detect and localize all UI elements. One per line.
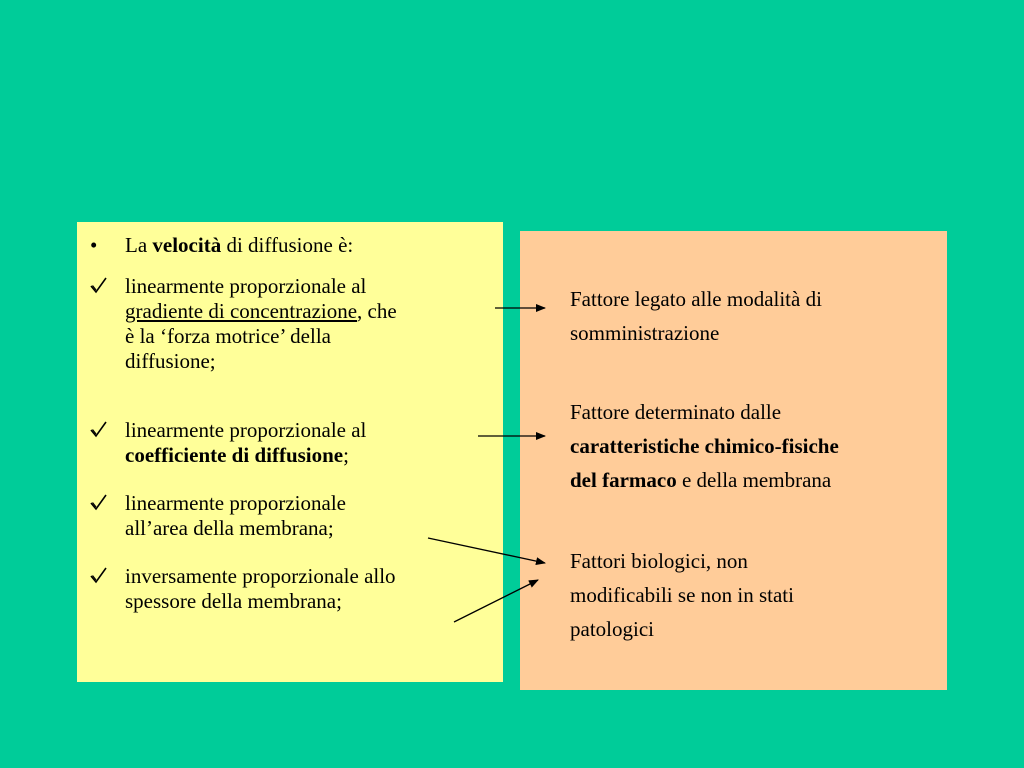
- factor-physicochemical: Fattore determinato dalle caratteristiche chimico-fisiche del farmaco e della membrana: [570, 400, 839, 492]
- checkmark-icon: [90, 493, 107, 511]
- bullet-icon: •: [90, 233, 98, 257]
- list-item-area: linearmente proporzionale all’area della membrana;: [77, 491, 94, 516]
- checkmark-icon: [90, 420, 107, 438]
- checkmark-icon: [90, 276, 107, 294]
- factor-administration: Fattore legato alle modalità di somministrazione: [570, 287, 822, 345]
- list-item-gradient: linearmente proporzionale al gradiente di concentrazione, che è la ‘forza motrice’ della diffusione;: [77, 274, 94, 299]
- properties-panel: • La velocità di diffusione è: linearmente proporzionale al gradiente di concentrazione, che è la ‘forza motrice’ della diffusione; linearmente proporzionale al coefficiente di diffusione; linearmente proporzionale all’area della membrana; inversamente proporzionale allo spessore della membrana;: [77, 222, 503, 682]
- factors-panel: [520, 231, 947, 690]
- checkmark-icon: [90, 566, 107, 584]
- factor-biological: Fattori biologici, non modificabili se non in stati patologici: [570, 549, 794, 641]
- list-item-thickness: inversamente proporzionale allo spessore della membrana;: [77, 564, 94, 589]
- list-item-coefficient: linearmente proporzionale al coefficiente di diffusione;: [77, 418, 94, 443]
